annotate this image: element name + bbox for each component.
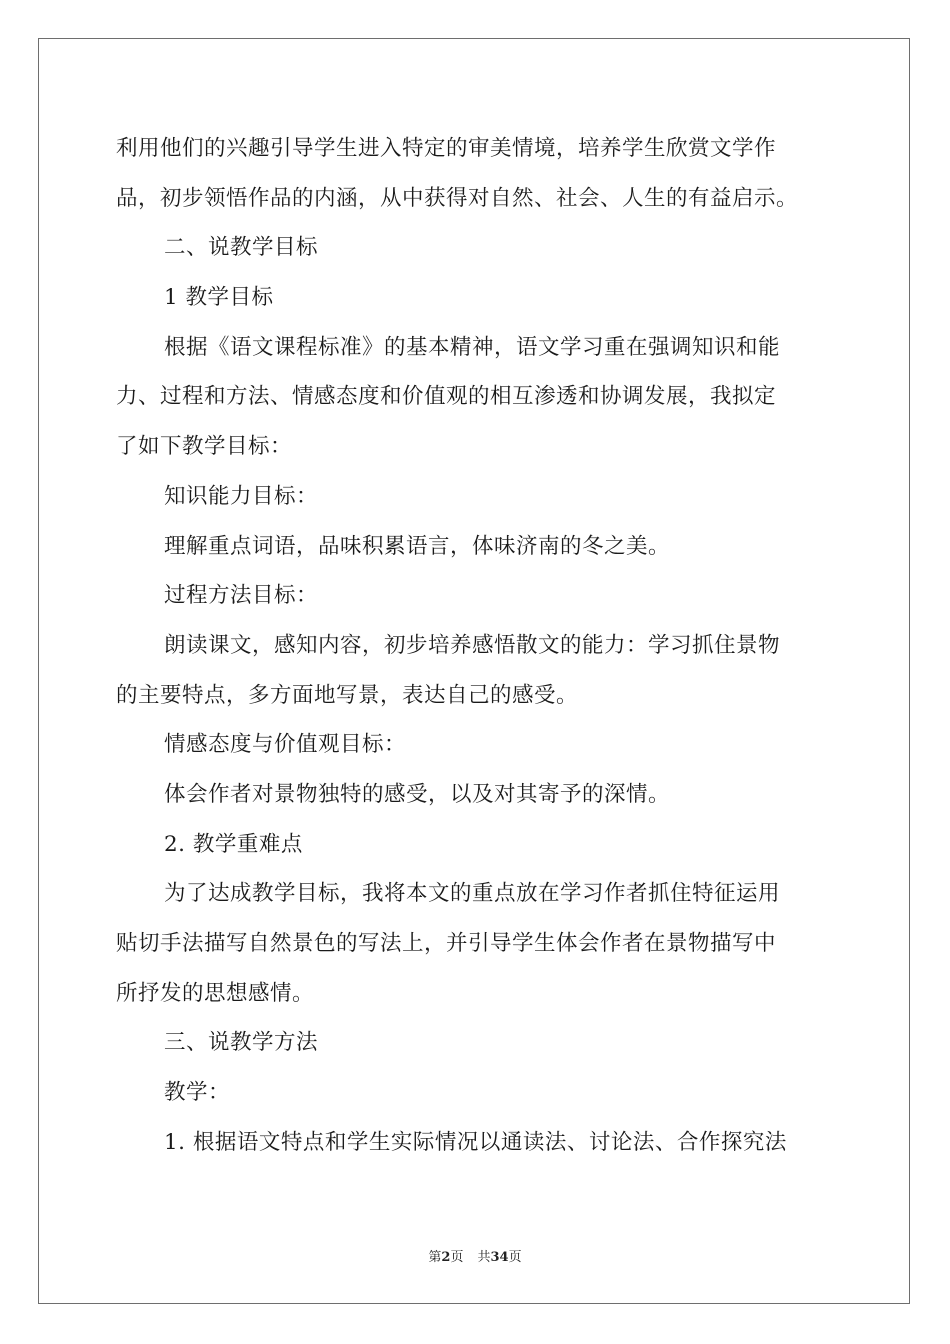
text-line: 1. 根据语文特点和学生实际情况以通读法、讨论法、合作探究法 [164,1129,787,1155]
text-line: 知识能力目标： [164,483,319,509]
document-body [116,124,838,1167]
footer-page-prefix: 第 [428,1250,442,1265]
text-line: 体会作者对景物独特的感受，以及对其寄予的深情。 [164,781,671,807]
footer-page-number: 2 [441,1250,451,1265]
text-line: 二、说教学目标 [164,235,319,261]
text-line: 根据《语文课程标准》的基本精神，语文学习重在强调知识和能 [164,334,781,360]
text-line: 力、过程和方法、情感态度和价值观的相互渗透和协调发展，我拟定 [116,384,777,410]
footer-total-prefix: 共 [477,1250,491,1265]
text-line: 教学： [164,1080,231,1106]
text-line: 所抒发的思想感情。 [116,980,315,1006]
text-line: 1 教学目标 [164,285,274,311]
footer-total-suffix: 页 [508,1250,522,1265]
text-line: 2. 教学重难点 [164,831,303,857]
text-line: 品，初步领悟作品的内涵，从中获得对自然、社会、人生的有益启示。 [116,185,799,211]
footer-total-pages: 34 [490,1250,509,1265]
text-line: 三、说教学方法 [164,1030,319,1056]
text-line: 了如下教学目标： [116,434,293,460]
text-line: 利用他们的兴趣引导学生进入特定的审美情境，培养学生欣赏文学作 [116,136,777,161]
text-line: 朗读课文，感知内容，初步培养感悟散文的能力：学习抓住景物 [164,632,781,658]
text-line: 为了达成教学目标，我将本文的重点放在学习作者抓住特征运用 [164,881,781,907]
text-line: 贴切手法描写自然景色的写法上，并引导学生体会作者在景物描写中 [116,931,777,956]
text-line: 理解重点词语，品味积累语言，体味济南的冬之美。 [164,533,671,559]
text-line: 的主要特点，多方面地写景，表达自己的感受。 [116,682,579,708]
footer-page-suffix: 页 [450,1250,464,1265]
page-footer [0,1246,950,1265]
text-line: 过程方法目标： [164,583,319,609]
text-line: 情感态度与价值观目标： [164,732,407,758]
